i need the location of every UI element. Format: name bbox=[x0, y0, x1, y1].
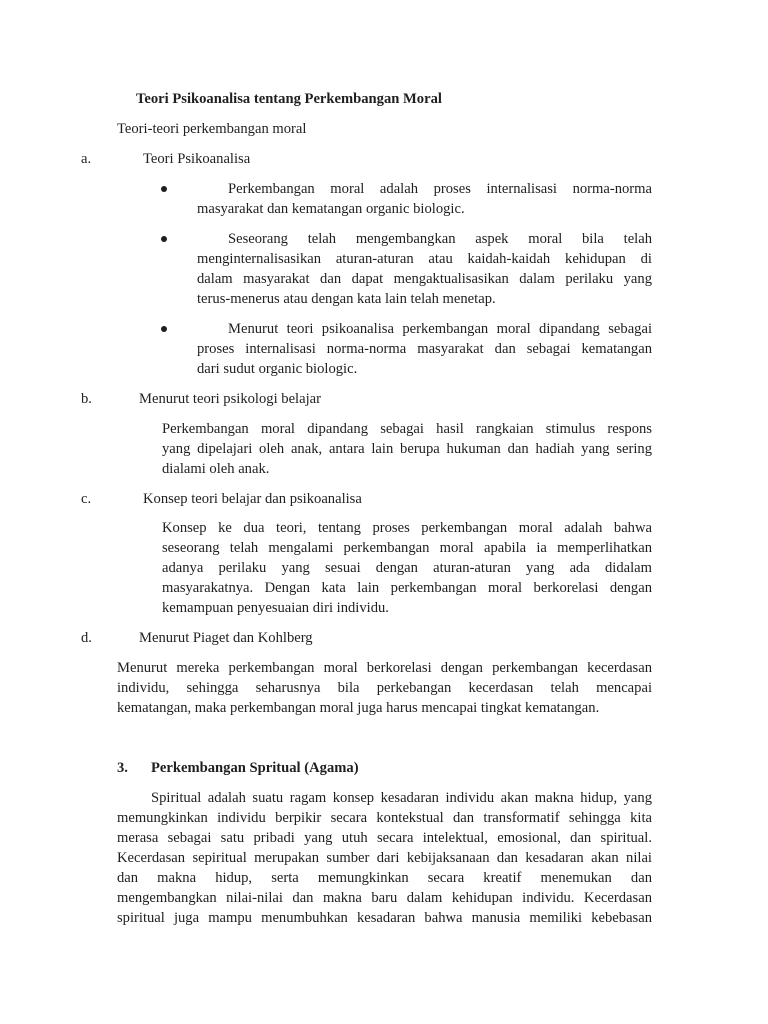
bullet-2-line-4: terus-menerus atau dengan kata lain telah menetap. bbox=[197, 291, 496, 307]
bullet-2-line-2: menginternalisasikan aturan-aturan atau kaidah-kaidah kehidupan di bbox=[197, 251, 652, 267]
section-3-line-7: spiritual juga mampu menumbuhkan kesadaran bahwa manusia memiliki kebebasan bbox=[117, 910, 652, 926]
bullet-1-line-2: masyarakat dan kematangan organic biologic. bbox=[197, 201, 465, 217]
section-c-line-3: adanya perilaku yang sesuai dengan aturan-aturan yang ada didalam bbox=[162, 560, 652, 576]
section-3-line-6: mengembangkan nilai-nilai dan makna baru dalam kehidupan individu. Kecerdasan bbox=[117, 890, 652, 906]
section-c-line-1: Konsep ke dua teori, tentang proses perkembangan moral adalah bahwa bbox=[162, 520, 652, 536]
section-c-line-2: seseorang telah mengalami perkembangan moral apabila ia memperlihatkan bbox=[162, 540, 652, 556]
bullet-2-line-1: Seseorang telah mengembangkan aspek moral bila telah bbox=[228, 231, 652, 247]
bullet-3-line-1: Menurut teori psikoanalisa perkembangan moral dipandang sebagai bbox=[228, 321, 652, 337]
section-b-marker: b. bbox=[81, 391, 92, 407]
bullet-icon bbox=[161, 326, 167, 332]
section-3-line-1: Spiritual adalah suatu ragam konsep kesadaran individu akan makna hidup, yang bbox=[151, 790, 652, 806]
bullet-3-line-3: dari sudut organic biologic. bbox=[197, 361, 358, 377]
section-b-line-1: Perkembangan moral dipandang sebagai hasil rangkaian stimulus respons bbox=[162, 421, 652, 437]
section-a-marker: a. bbox=[81, 151, 92, 167]
section-c-marker: c. bbox=[81, 491, 92, 507]
section-3-line-3: merasa sebagai satu pribadi yang utuh secara intelektual, emosional, dan spiritual. bbox=[117, 830, 652, 846]
section-3-line-5: dan makna hidup, serta memungkinkan secara kreatif menemukan dan bbox=[117, 870, 652, 886]
bullet-icon bbox=[161, 186, 167, 192]
section-c-heading: Konsep teori belajar dan psikoanalisa bbox=[143, 491, 362, 507]
section-d-line-1: Menurut mereka perkembangan moral berkorelasi dengan perkembangan kecerdasan bbox=[117, 660, 652, 676]
section-d-line-2: individu, sehingga seharusnya bila perkebangan kecerdasan telah mencapai bbox=[117, 680, 652, 696]
section-b-heading: Menurut teori psikologi belajar bbox=[139, 391, 321, 407]
intro-text: Teori-teori perkembangan moral bbox=[117, 121, 307, 137]
section-3-number: 3. bbox=[117, 760, 128, 776]
bullet-2-line-3: dalam masyarakat dan dapat mengaktualisasikan dalam perilaku yang bbox=[197, 271, 652, 287]
bullet-icon bbox=[161, 236, 167, 242]
bullet-1-line-1: Perkembangan moral adalah proses internalisasi norma-norma bbox=[228, 181, 652, 197]
section-d-line-3: kematangan, maka perkembangan moral juga harus mencapai tingkat kematangan. bbox=[117, 700, 600, 716]
section-3-heading: Perkembangan Spritual (Agama) bbox=[151, 760, 359, 776]
section-d-marker: d. bbox=[81, 630, 92, 646]
document-title: Teori Psikoanalisa tentang Perkembangan Moral bbox=[136, 91, 442, 107]
section-3-line-4: Kecerdasan sepiritual merupakan sumber dari kebijaksanaan dan kesadaran akan nilai bbox=[117, 850, 652, 866]
bullet-3-line-2: proses internalisasi norma-norma masyarakat dan sebagai kematangan bbox=[197, 341, 652, 357]
section-a-heading: Teori Psikoanalisa bbox=[143, 151, 251, 167]
section-d-heading: Menurut Piaget dan Kohlberg bbox=[139, 630, 313, 646]
section-b-line-2: yang dipelajari oleh anak, antara lain berupa hukuman dan hadiah yang sering bbox=[162, 441, 652, 457]
section-c-line-5: kemampuan penyesuaian diri individu. bbox=[162, 600, 389, 616]
section-c-line-4: masyarakatnya. Dengan kata lain perkembangan moral berkorelasi dengan bbox=[162, 580, 652, 596]
section-b-line-3: dialami oleh anak. bbox=[162, 461, 270, 477]
section-3-line-2: memungkinkan individu berpikir secara kontekstual dan transformatif sehingga kita bbox=[117, 810, 652, 826]
